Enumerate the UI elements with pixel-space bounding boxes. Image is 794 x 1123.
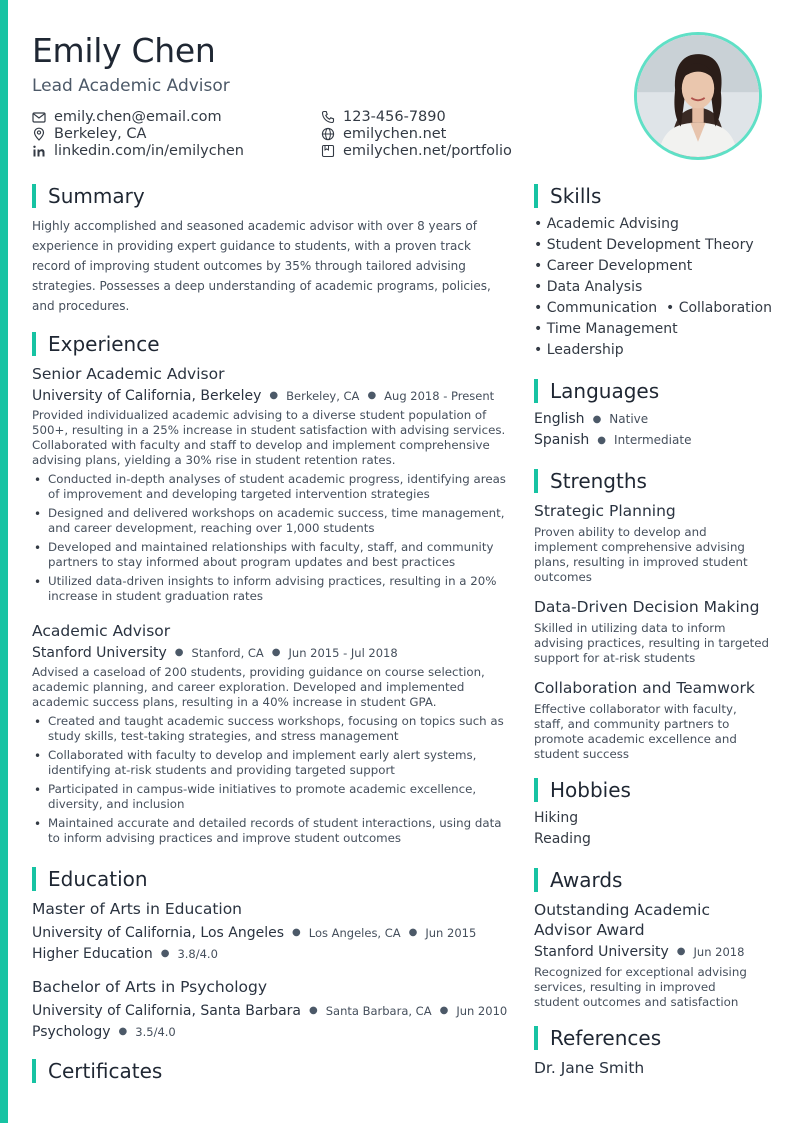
education-meta — [32, 1001, 512, 1021]
job-org: Stanford University — [32, 645, 167, 661]
school-location: Santa Barbara, CA — [325, 1004, 432, 1018]
contact-phone[interactable] — [321, 108, 446, 125]
job-dates: Aug 2018 - Present — [384, 389, 495, 403]
location-text: Berkeley, CA — [54, 125, 147, 142]
field-of-study: Higher Education — [32, 946, 153, 962]
profile-photo — [634, 32, 762, 160]
section-skills — [534, 184, 601, 208]
contact-portfolio[interactable] — [321, 142, 512, 159]
section-summary-title: Summary — [48, 184, 145, 208]
section-summary — [32, 184, 145, 208]
section-hobbies — [534, 778, 631, 802]
section-strengths — [534, 469, 647, 493]
school-name: University of California, Los Angeles — [32, 925, 285, 941]
job-title: Academic Advisor — [32, 622, 171, 640]
globe-icon — [321, 127, 335, 141]
separator-dot: ● — [676, 946, 686, 957]
separator-dot: ● — [439, 1005, 449, 1016]
section-education — [32, 867, 148, 891]
field-of-study: Psychology — [32, 1024, 111, 1040]
skill-item: • Academic Advising — [534, 216, 679, 232]
section-education-title: Education — [48, 867, 148, 891]
job-org: University of California, Berkeley — [32, 388, 262, 404]
language-item — [534, 430, 770, 451]
linkedin-text: linkedin.com/in/emilychen — [54, 142, 244, 159]
award-org: Stanford University — [534, 944, 669, 960]
section-experience — [32, 332, 160, 356]
skill-item: • Career Development — [534, 258, 693, 274]
separator-dot: ● — [597, 435, 607, 446]
section-marker — [32, 867, 36, 891]
job-bullet: • Designed and delivered workshops on academic success, time management, and career development, reaching over 1,000 students — [32, 506, 512, 536]
language-name: Spanish — [534, 432, 590, 448]
email-text: emily.chen@email.com — [54, 108, 222, 125]
hobbies-list — [534, 808, 770, 850]
section-certificates-title: Certificates — [48, 1059, 163, 1083]
language-level: Native — [609, 412, 649, 426]
graduation-date: Jun 2010 — [456, 1004, 508, 1018]
separator-dot: ● — [269, 390, 279, 401]
education-field-row — [32, 1022, 512, 1042]
section-marker — [534, 469, 538, 493]
skill-item: • Time Management — [534, 321, 678, 337]
location-pin-icon — [32, 127, 46, 141]
reference-item — [534, 1058, 770, 1078]
skill-item-row: • Communication • Collaboration — [534, 300, 772, 316]
skill-item: • Leadership — [534, 342, 624, 358]
section-hobbies-title: Hobbies — [550, 778, 631, 802]
website-text: emilychen.net — [343, 125, 447, 142]
job-meta — [32, 387, 512, 405]
candidate-title: Lead Academic Advisor — [32, 76, 230, 96]
strength-item — [534, 501, 770, 585]
award-item — [534, 900, 764, 1010]
job-location: Berkeley, CA — [286, 389, 360, 403]
section-languages-title: Languages — [550, 379, 660, 403]
education-meta — [32, 923, 512, 943]
section-awards-title: Awards — [550, 868, 623, 892]
education-item — [32, 977, 512, 1042]
section-strengths-title: Strengths — [550, 469, 647, 493]
section-marker — [534, 379, 538, 403]
separator-dot: ● — [367, 390, 377, 401]
job-bullet: • Utilized data-driven insights to inform advising practices, resulting in a 20% increase in student graduation rates — [32, 574, 512, 604]
reference-name: Dr. Jane Smith — [534, 1059, 645, 1077]
strength-description: Skilled in utilizing data to inform advising practices, resulting in targeted support for at-risk students — [534, 621, 769, 665]
job-bullet: • Maintained accurate and detailed records of student interactions, using data to inform advising practices and improve student outcomes — [32, 816, 512, 846]
separator-dot: ● — [309, 1005, 318, 1016]
section-marker — [32, 1059, 36, 1083]
education-item — [32, 899, 512, 964]
job-dates: Jun 2015 - Jul 2018 — [288, 646, 398, 660]
job-bullet: • Created and taught academic success workshops, focusing on topics such as study skills, test-taking strategies, and stress management — [32, 714, 512, 744]
language-name: English — [534, 411, 585, 427]
separator-dot: ● — [292, 927, 301, 938]
skills-list — [534, 214, 770, 361]
portfolio-text: emilychen.net/portfolio — [343, 142, 512, 159]
section-marker — [32, 184, 36, 208]
graduation-date: Jun 2015 — [425, 926, 477, 940]
language-item — [534, 409, 770, 430]
strength-item — [534, 597, 770, 666]
summary-text: Highly accomplished and seasoned academic advisor with over 8 years of experience in providing expert guidance to students, with a proven track record of improving student outcomes by 35% through tailored advising strategies. Possesses a deep understanding of academic programs, policies, and procedures. — [32, 219, 491, 313]
section-certificates — [32, 1059, 162, 1083]
hobby-item: Hiking — [534, 810, 579, 826]
strength-title: Strategic Planning — [534, 502, 676, 520]
section-skills-title: Skills — [550, 184, 602, 208]
strength-title: Collaboration and Teamwork — [534, 679, 755, 697]
section-experience-title: Experience — [48, 332, 160, 356]
strength-description: Effective collaborator with faculty, staff, and community partners to promote academic excellence and student success — [534, 702, 737, 761]
school-name: University of California, Santa Barbara — [32, 1003, 301, 1019]
separator-dot: ● — [592, 414, 602, 425]
section-marker — [534, 184, 538, 208]
education-field-row — [32, 944, 512, 964]
school-location: Los Angeles, CA — [308, 926, 401, 940]
contact-email[interactable] — [32, 108, 222, 125]
job-bullets — [32, 472, 512, 604]
section-references-title: References — [550, 1026, 662, 1050]
strength-item — [534, 678, 770, 762]
gpa: 3.5/4.0 — [135, 1025, 176, 1039]
accent-bar — [0, 0, 8, 1123]
separator-dot: ● — [118, 1026, 128, 1037]
job-bullet: • Collaborated with faculty to develop and implement early alert systems, identifying at-risk students and providing targeted support — [32, 748, 512, 778]
skill-item: • Data Analysis — [534, 279, 643, 295]
skill-item: • Student Development Theory — [534, 237, 754, 253]
experience-item — [32, 621, 512, 850]
languages-list — [534, 409, 770, 451]
section-languages — [534, 379, 659, 403]
section-references — [534, 1026, 661, 1050]
degree-title: Master of Arts in Education — [32, 900, 243, 918]
gpa: 3.8/4.0 — [177, 947, 218, 961]
section-marker — [32, 332, 36, 356]
section-marker — [534, 868, 538, 892]
language-level: Intermediate — [614, 433, 692, 447]
job-meta — [32, 644, 512, 662]
separator-dot: ● — [174, 647, 184, 658]
award-date: Jun 2018 — [693, 945, 745, 959]
section-marker — [534, 778, 538, 802]
email-icon — [32, 110, 46, 124]
experience-item — [32, 364, 512, 608]
contact-linkedin[interactable] — [32, 142, 244, 159]
strength-title: Data-Driven Decision Making — [534, 598, 760, 616]
job-description: Provided individualized academic advising to a diverse student population of 500+, resulting in a 25% increase in student satisfaction with advising services. Collaborated with faculty and staff to develop and implement comprehensive advising plans, yielding a 30% rise in student retention rates. — [32, 408, 506, 467]
phone-icon — [321, 110, 335, 124]
job-bullet: • Developed and maintained relationships with faculty, staff, and community partners to stay informed about program updates and best practices — [32, 540, 512, 570]
award-description: Recognized for exceptional advising services, resulting in improved student outcomes and satisfaction — [534, 965, 747, 1009]
degree-title: Bachelor of Arts in Psychology — [32, 978, 268, 996]
job-bullets — [32, 714, 512, 846]
candidate-name: Emily Chen — [32, 31, 216, 70]
job-bullet: • Conducted in-depth analyses of student academic progress, identifying areas of improvement and developing targeted intervention strategies — [32, 472, 512, 502]
resume-header — [32, 30, 612, 159]
section-marker — [534, 1026, 538, 1050]
phone-text: 123-456-7890 — [343, 108, 446, 125]
separator-dot: ● — [271, 647, 281, 658]
hobby-item: Reading — [534, 831, 591, 847]
award-meta — [534, 943, 764, 961]
portfolio-icon — [321, 144, 335, 158]
separator-dot: ● — [160, 948, 170, 959]
contact-website[interactable] — [321, 125, 446, 142]
job-location: Stanford, CA — [191, 646, 264, 660]
job-bullet: • Participated in campus-wide initiatives to promote academic excellence, diversity, and inclusion — [32, 782, 512, 812]
section-awards — [534, 868, 622, 892]
contact-location — [32, 125, 146, 142]
strength-description: Proven ability to develop and implement comprehensive advising plans, resulting in improved student outcomes — [534, 525, 748, 584]
award-title: Outstanding Academic Advisor Award — [534, 901, 710, 939]
job-title: Senior Academic Advisor — [32, 365, 225, 383]
separator-dot: ● — [408, 927, 418, 938]
job-description: Advised a caseload of 200 students, providing guidance on course selection, academic planning, and career exploration. Developed and implemented academic success plans, resulting in a 40% increase in student GPA. — [32, 665, 485, 709]
linkedin-icon — [32, 144, 46, 158]
